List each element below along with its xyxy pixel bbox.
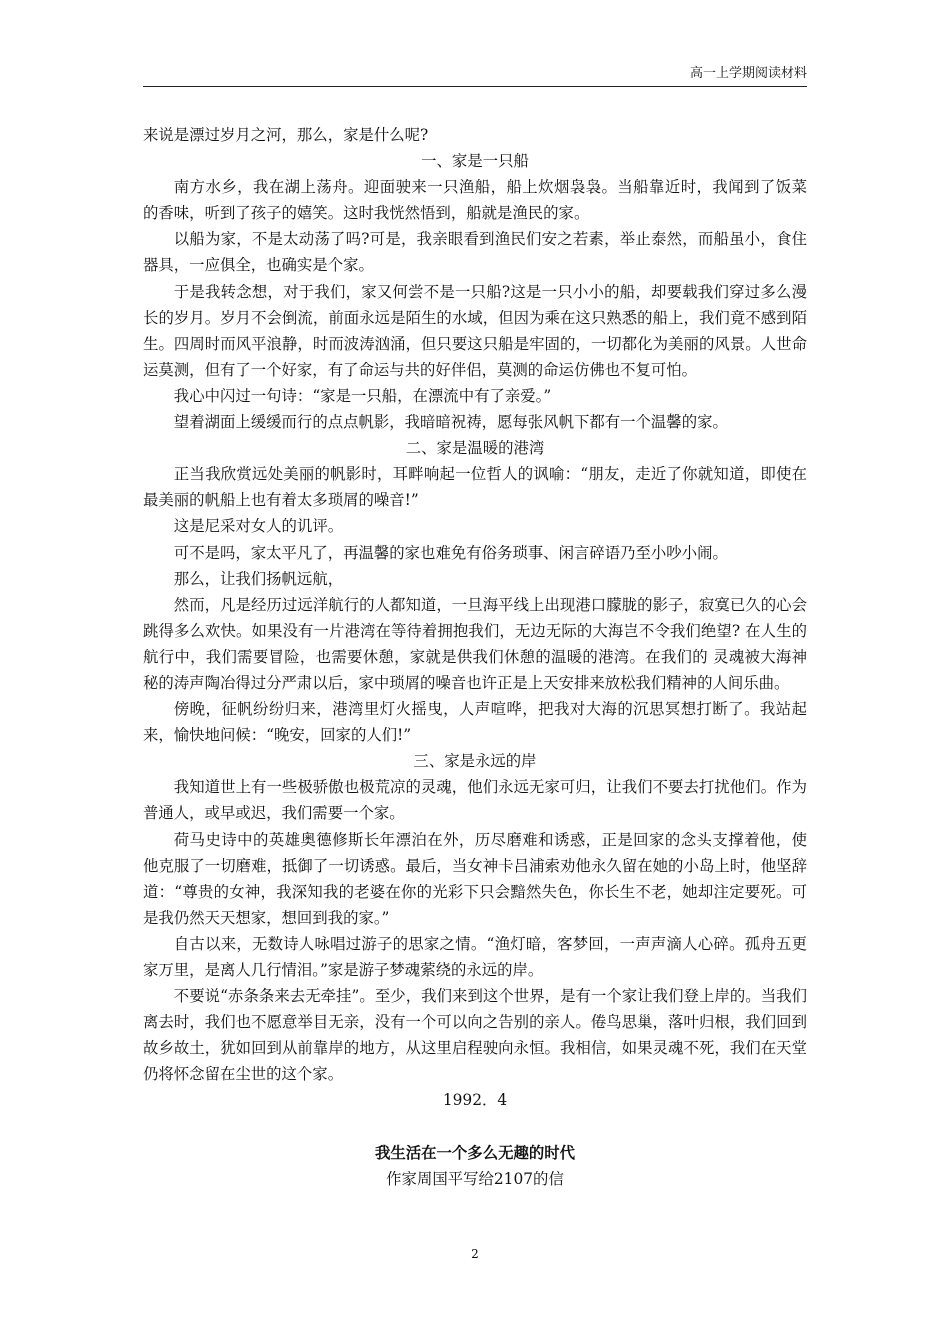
paragraph: 这是尼采对女人的讥评。 bbox=[173, 517, 344, 536]
paragraph: 我心中闪过一句诗：“家是一只船，在漂流中有了亲爱。” bbox=[173, 386, 552, 405]
paragraph: 于是我转念想，对于我们，家又何尝不是一只船?这是一只小小的船，却要载我们穿过多么漫长的岁月。岁月不会倒流，前面永远是陌生的水域，但因为乘在这只熟悉的船上，我们竟不感到陌生。四周时而风平浪静，时而波涛汹涌，但只要这只船是牢固的，一切都化为美丽的风景。人世命运莫测，但有了一个好家，有了命运与共的好伴侣，莫测的命运仿佛也不复可怕。 bbox=[143, 282, 807, 379]
paragraph: 自古以来，无数诗人咏唱过游子的思家之情。“渔灯暗，客梦回，一声声滴人心碎。孤舟五更家万里，是离人几行情泪。”家是游子梦魂萦绕的永远的岸。 bbox=[143, 934, 807, 979]
paragraph: 荷马史诗中的英雄奥德修斯长年漂泊在外，历尽磨难和诱惑，正是回家的念头支撑着他，使 他克服了一切磨难，抵御了一切诱惑。最后，当女神卡吕浦索劝他永久留在她的小岛上时，他坚辞道：“尊贵的女神，我深知我的老婆在你的光彩下只会黯然失色，你长生不老，她却注定要死。可是我仍然天天想家，想回到我的家。” bbox=[143, 830, 807, 927]
next-article-title: 我生活在一个多么无趣的时代 bbox=[374, 1143, 576, 1162]
paragraph: 望着湖面上缓缓而行的点点帆影，我暗暗祝祷，愿每张风帆下都有一个温馨的家。 bbox=[173, 413, 728, 432]
next-article-subtitle: 作家周国平写给2107的信 bbox=[386, 1169, 564, 1188]
paragraph: 那么，让我们扬帆远航， bbox=[173, 569, 344, 588]
page-header bbox=[143, 66, 807, 87]
section-heading-2: 二、家是温暖的港湾 bbox=[405, 439, 545, 458]
header-title: 高一上学期阅读材料 bbox=[689, 66, 807, 81]
paragraph: 不要说“赤条条来去无牵挂”。至少，我们来到这个世界，是有一个家让我们登上岸的。当我们离去时，我们也不愿意举目无亲，没有一个可以向之告别的亲人。倦鸟思巢，落叶归根，我们回到故乡故土，犹如回到从前靠岸的地方，从这里启程驶向永恒。我相信，如果灵魂不死，我们在天堂仍将怀念留在尘世的这个家。 bbox=[143, 987, 807, 1084]
paragraph: 然而，凡是经历过远洋航行的人都知道，一旦海平线上出现港口朦胧的影子，寂寞已久的心会跳得多么欢快。如果没有一片港湾在等待着拥抱我们，无边无际的大海岂不令我们绝望? 在人生的航行中，我们需要冒险，也需要休憩，家就是供我们休憩的温暖的港湾。在我们的 灵魂被大海神秘的涛声陶冶得过分严肃以后，家中琐屑的噪音也许正是上天安排来放松我们精神的人间乐曲。 bbox=[143, 595, 807, 692]
paragraph: 傍晚，征帆纷纷归来，港湾里灯火摇曳，人声喧哗，把我对大海的沉思冥想打断了。我站起来，愉快地问候：“晚安，回家的人们!” bbox=[143, 700, 807, 745]
section-heading-3: 三、家是永远的岸 bbox=[413, 752, 537, 771]
paragraph: 以船为家，不是太动荡了吗?可是，我亲眼看到渔民们安之若素，举止泰然，而船虽小，食住器具，一应俱全，也确实是个家。 bbox=[143, 230, 807, 275]
article-date: 1992．4 bbox=[442, 1091, 508, 1110]
paragraph: 我知道世上有一些极骄傲也极荒凉的灵魂，他们永远无家可归，让我们不要去打扰他们。作为普通人，或早或迟，我们需要一个家。 bbox=[143, 778, 807, 823]
paragraph: 正当我欣赏远处美丽的帆影时，耳畔响起一位哲人的讽喻：“朋友，走近了你就知道，即使在最美丽的帆船上也有着太多琐屑的噪音!” bbox=[143, 465, 807, 510]
section-heading-1: 一、家是一只船 bbox=[421, 152, 529, 171]
continuation-text: 来说是漂过岁月之河，那么，家是什么呢? bbox=[143, 126, 429, 144]
article-body bbox=[143, 122, 807, 1192]
spacer bbox=[143, 1114, 807, 1140]
paragraph: 南方水乡，我在湖上荡舟。迎面驶来一只渔船，船上炊烟袅袅。当船靠近时，我闻到了饭菜 的香味，听到了孩子的嬉笑。这时我恍然悟到，船就是渔民的家。 bbox=[143, 178, 807, 223]
paragraph: 可不是吗，家太平凡了，再温馨的家也难免有俗务琐事、闲言碎语乃至小吵小闹。 bbox=[173, 543, 728, 562]
page-number: 2 bbox=[471, 1247, 479, 1261]
